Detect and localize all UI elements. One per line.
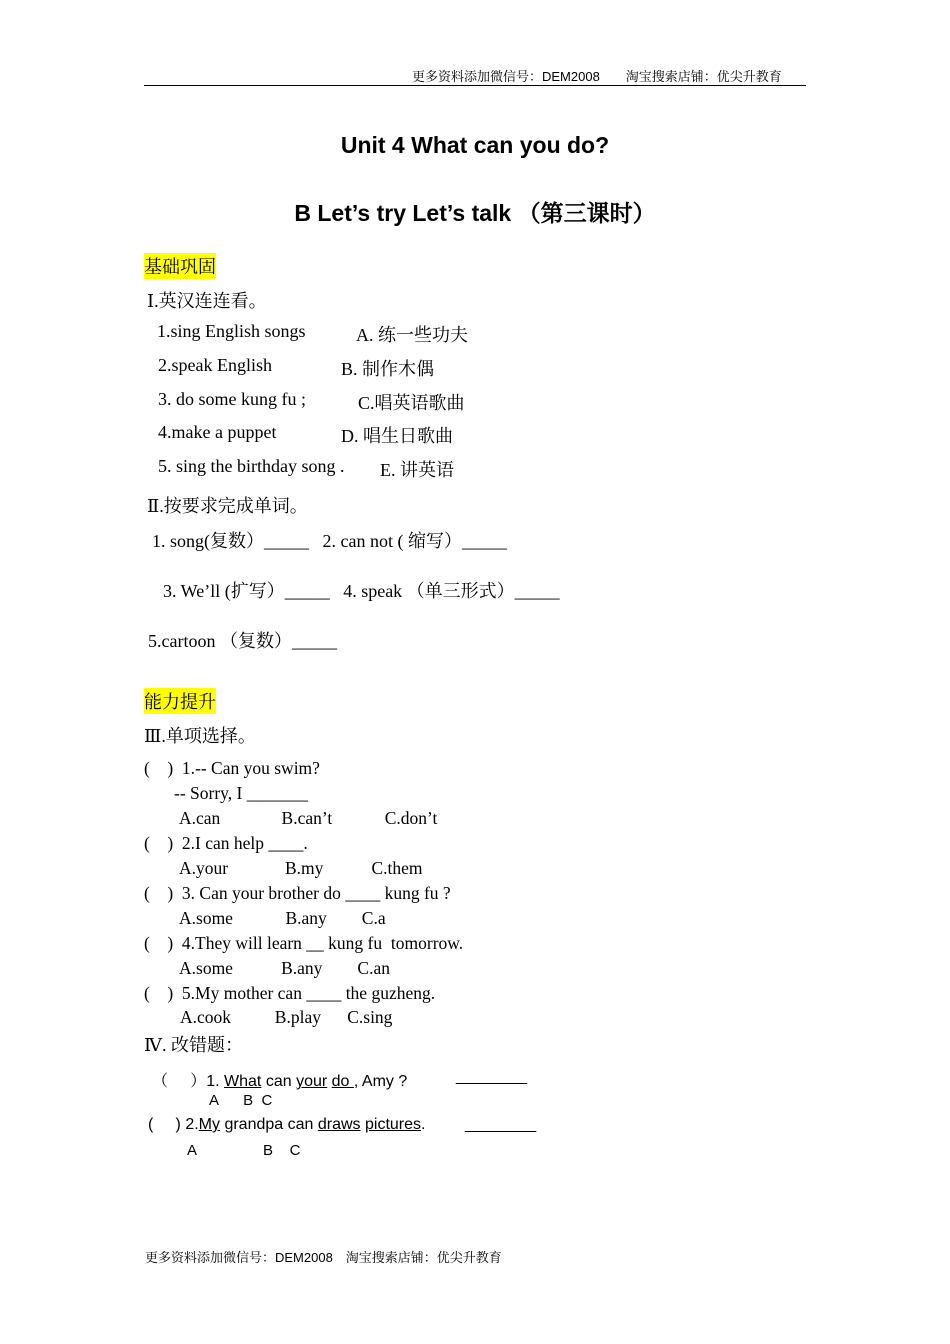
q2-word-c: pictures bbox=[365, 1116, 422, 1133]
error-question-2 bbox=[148, 1116, 425, 1134]
mc-options-5: A.cook B.play C.sing bbox=[180, 1007, 393, 1027]
mc-question-1: ( ) 1.-- Can you swim? bbox=[144, 758, 320, 778]
match-right-5: E. 讲英语 bbox=[380, 460, 454, 480]
q1-prefix: （ ）1. bbox=[152, 1073, 225, 1090]
mc-question-3: ( ) 3. Can your brother do ____ kung fu ? bbox=[144, 883, 451, 903]
q1-word-c: do bbox=[331, 1073, 354, 1090]
match-left-5: 5. sing the birthday song . bbox=[158, 456, 345, 476]
q2-letters-bc: B C bbox=[263, 1142, 301, 1159]
q1-answer-blank: ________ bbox=[456, 1068, 528, 1085]
page-footer: 更多资料添加微信号：DEM2008 淘宝搜索店铺：优尖升教育 bbox=[145, 1250, 502, 1265]
match-right-1: A. 练一些功夫 bbox=[356, 325, 468, 345]
match-left-3: 3. do some kung fu ; bbox=[158, 389, 306, 409]
q2-letter-a: A bbox=[187, 1142, 198, 1159]
match-right-3: C.唱英语歌曲 bbox=[358, 393, 465, 413]
q1-tail: , Amy ? bbox=[353, 1073, 408, 1090]
match-left-4: 4.make a puppet bbox=[158, 422, 277, 442]
match-right-4: D. 唱生日歌曲 bbox=[341, 426, 453, 446]
mc-options-2: A.your B.my C.them bbox=[179, 858, 423, 878]
page-subtitle: B Let’s try Let’s talk （第三课时） bbox=[294, 200, 656, 226]
mc-question-1-cont: -- Sorry, I _______ bbox=[174, 783, 308, 803]
error-question-1 bbox=[152, 1068, 407, 1091]
q2-word-a: My bbox=[198, 1116, 220, 1133]
section-label-basic: 基础巩固 bbox=[144, 253, 216, 279]
word-task-line-3: 5.cartoon （复数）_____ bbox=[148, 631, 337, 651]
page-title: Unit 4 What can you do? bbox=[340, 132, 610, 158]
section-label-advanced: 能力提升 bbox=[144, 688, 216, 714]
mc-options-3: A.some B.any C.a bbox=[179, 908, 386, 928]
q1-word-b: your bbox=[296, 1073, 328, 1090]
q2-word-b: draws bbox=[317, 1116, 361, 1133]
match-left-2: 2.speak English bbox=[158, 355, 272, 375]
part3-heading: Ⅲ.单项选择。 bbox=[144, 726, 256, 746]
mc-options-4: A.some B.any C.an bbox=[179, 958, 390, 978]
word-task-line-2: 3. We’ll (扩写）_____ 4. speak （单三形式）_____ bbox=[163, 581, 560, 601]
mc-question-4: ( ) 4.They will learn __ kung fu tomorrow. bbox=[144, 933, 464, 953]
q2-answer-blank: ________ bbox=[465, 1116, 537, 1133]
mc-question-5: ( ) 5.My mother can ____ the guzheng. bbox=[144, 983, 436, 1003]
header-rule bbox=[144, 85, 806, 86]
q1-letters: A B C bbox=[209, 1092, 273, 1109]
page-header: 更多资料添加微信号：DEM2008 淘宝搜索店铺：优尖升教育 bbox=[412, 69, 782, 84]
q2-prefix: ( ) 2. bbox=[148, 1116, 199, 1133]
q2-tail: . bbox=[421, 1116, 426, 1133]
q2-sep-1: grandpa can bbox=[220, 1116, 318, 1133]
part4-heading: Ⅳ. 改错题： bbox=[144, 1035, 243, 1055]
part1-heading: Ⅰ.英汉连连看。 bbox=[147, 291, 267, 311]
match-left-1: 1.sing English songs bbox=[157, 321, 306, 341]
match-right-2: B. 制作木偶 bbox=[341, 359, 435, 379]
q1-sep-1: can bbox=[261, 1073, 297, 1090]
mc-question-2: ( ) 2.I can help ____. bbox=[144, 833, 308, 853]
word-task-line-1: 1. song(复数）_____ 2. can not ( 缩写）_____ bbox=[152, 531, 507, 551]
part2-heading: Ⅱ.按要求完成单词。 bbox=[147, 496, 308, 516]
q1-word-a: What bbox=[224, 1073, 262, 1090]
mc-options-1: A.can B.can’t C.don’t bbox=[179, 808, 438, 828]
